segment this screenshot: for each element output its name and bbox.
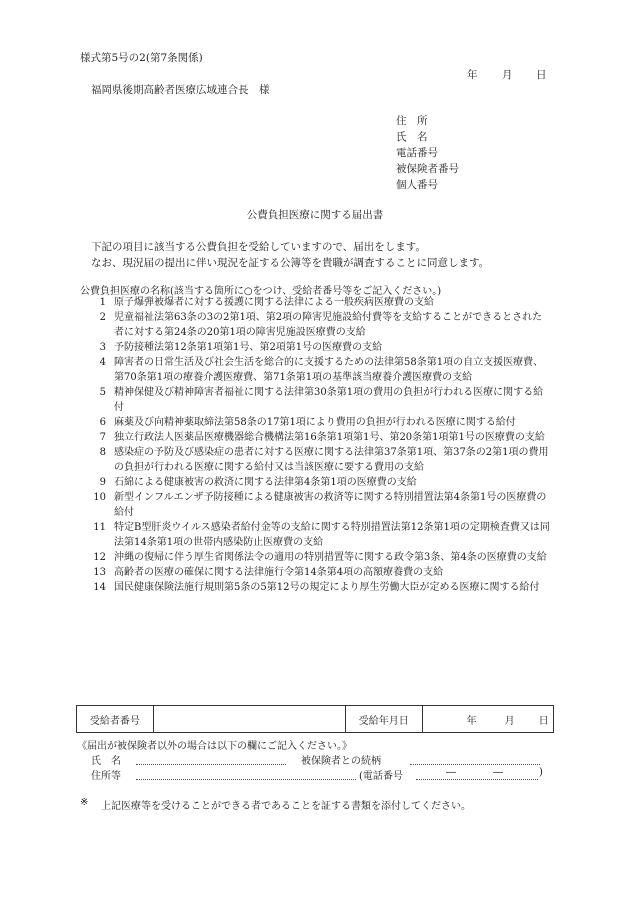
- list-item[interactable]: [80, 340, 550, 355]
- footnote-mark: ※: [80, 797, 89, 808]
- item-number: 14: [93, 582, 106, 593]
- item-text: 麻薬及び向精神薬取締法第58条の17第1項により費用の負担が行われる医療に関する給付: [114, 417, 516, 428]
- list-item[interactable]: [80, 415, 550, 430]
- relation-field[interactable]: [410, 764, 540, 765]
- phone-dash-1: ―: [446, 767, 456, 778]
- item-text: 沖縄の復帰に伴う厚生省関係法令の適用の特別措置等に関する政令第3条、第4条の医療費の支給: [114, 552, 547, 563]
- item-number: 8: [99, 447, 106, 458]
- item-number: 3: [99, 342, 106, 353]
- item-text: 独立行政法人医薬品医療機器総合機構法第16条第1項第1号、第20条第1項第1号の医療費の支給: [114, 432, 545, 443]
- item-text: 原子爆弾被爆者に対する援護に関する法律による一般疾病医療費の支給: [114, 297, 434, 308]
- list-item[interactable]: [80, 565, 550, 580]
- item-text: 特定B型肝炎ウイルス感染者給付金等の支給に関する特別措置法第12条第1項の定期検査費又は同法第14条第1項の世帯内感染防止医療費の支給: [114, 522, 550, 548]
- document-title: 公費負担医療に関する届出書: [246, 209, 384, 221]
- applicant-personal-number-label: 個人番号: [396, 179, 438, 191]
- recipient-day-label: 日: [538, 715, 549, 727]
- recipient-date-field[interactable]: [423, 706, 553, 732]
- item-number: 2: [99, 312, 106, 323]
- item-number: 13: [93, 567, 106, 578]
- list-item[interactable]: [80, 385, 550, 415]
- applicant-phone-label: 電話番号: [396, 147, 438, 159]
- item-text: 児童福祉法第63条の3の2第1項、第2項の障害児施設給付費等を支給することができるとされた者に対する第24条の20第1項の障害児施設医療費の支給: [114, 312, 543, 338]
- item-number: 4: [99, 357, 106, 368]
- item-number: 12: [93, 552, 106, 563]
- recipient-number-label: 受給者番号: [77, 706, 154, 732]
- applicant-block: [396, 113, 459, 193]
- item-text: 高齢者の医療の確保に関する法律施行令第14条第4項の高額療養費の支給: [114, 567, 444, 578]
- list-item[interactable]: [80, 430, 550, 445]
- item-number: 9: [99, 477, 106, 488]
- item-text: 障害者の日常生活及び社会生活を総合的に支援するための法律第58条第1項の自立支援医療費、第70条第1項の療養介護医療費、第71条第1項の基準該当療養介護医療費の支給: [114, 357, 544, 383]
- list-item[interactable]: [80, 550, 550, 565]
- list-item[interactable]: [80, 445, 550, 475]
- phone-close-paren: ): [539, 767, 543, 778]
- list-item[interactable]: [80, 475, 550, 490]
- non-insured-name-label: 氏 名: [91, 756, 121, 767]
- list-item[interactable]: [80, 295, 550, 310]
- recipient-box: [76, 705, 554, 733]
- intro-line-2: なお、現況届の提出に伴い現況を証する公簿等を貴職が調査することに同意します。: [91, 257, 490, 269]
- non-insured-name-field[interactable]: [136, 764, 286, 765]
- phone-field[interactable]: [416, 779, 538, 780]
- non-insured-address-label: 住所等: [91, 771, 121, 782]
- item-text: 精神保健及び精神障害者福祉に関する法律第30条第1項の費用の負担が行われる医療に関する給付: [114, 387, 544, 413]
- date-day-label: 日: [536, 69, 547, 81]
- list-item[interactable]: [80, 580, 550, 595]
- recipient-number-field[interactable]: [154, 706, 346, 732]
- non-insured-note: 《届出が被保険者以外の場合は以下の欄にご記入ください。》: [77, 741, 352, 752]
- item-number: 6: [99, 417, 106, 428]
- applicant-insured-number-label: 被保険者番号: [396, 163, 459, 175]
- footnote-text: 上記医療等を受けることができる者であることを証する書類を添付してください。: [101, 801, 471, 812]
- item-text: 石綿による健康被害の救済に関する法律第4条第1項の医療費の支給: [114, 477, 417, 488]
- non-insured-address-field[interactable]: [136, 779, 356, 780]
- list-heading: 公費負担医療の名称(該当する箇所に○をつけ、受給者番号等をご記入ください。): [80, 286, 442, 297]
- intro-line-1: 下記の項目に該当する公費負担を受給していますので、届出をします。: [91, 241, 426, 253]
- applicant-address-label: 住 所: [396, 115, 428, 127]
- form-number: 様式第5号の2(第7条関係): [80, 52, 203, 64]
- recipient-month-label: 月: [504, 715, 515, 727]
- date-year-label: 年: [467, 69, 478, 81]
- item-text: 感染症の予防及び感染症の患者に対する医療に関する法律第37条第1項、第37条の2第1項の費用の負担が行われる医療に関する給付又は当該医療に要する費用の支給: [114, 447, 549, 473]
- item-number: 1: [99, 297, 106, 308]
- benefit-list: [80, 295, 550, 595]
- item-number: 5: [99, 387, 106, 398]
- recipient-year-label: 年: [466, 715, 477, 727]
- phone-dash-2: ―: [493, 767, 503, 778]
- item-text: 国民健康保険法施行規則第5条の5第12号の規定により厚生労働大臣が定める医療に関する給付: [114, 582, 540, 593]
- addressee: 福岡県後期高齢者医療広域連合長 様: [91, 84, 270, 96]
- recipient-date-label: 受給年月日: [346, 706, 423, 732]
- item-number: 11: [93, 522, 106, 533]
- item-number: 7: [99, 432, 106, 443]
- list-item[interactable]: [80, 310, 550, 340]
- phone-label: (電話番号: [359, 771, 403, 782]
- item-text: 予防接種法第12条第1項第1号、第2項第1号の医療費の支給: [114, 342, 383, 353]
- list-item[interactable]: [80, 355, 550, 385]
- list-item[interactable]: [80, 520, 550, 550]
- applicant-name-label: 氏 名: [396, 131, 428, 143]
- item-number: 10: [93, 492, 106, 503]
- date-month-label: 月: [502, 69, 513, 81]
- list-item[interactable]: [80, 490, 550, 520]
- item-text: 新型インフルエンザ予防接種による健康被害の救済等に関する特別措置法第4条第1号の医療費の給付: [114, 492, 547, 518]
- relation-label: 被保険者との続柄: [301, 756, 381, 767]
